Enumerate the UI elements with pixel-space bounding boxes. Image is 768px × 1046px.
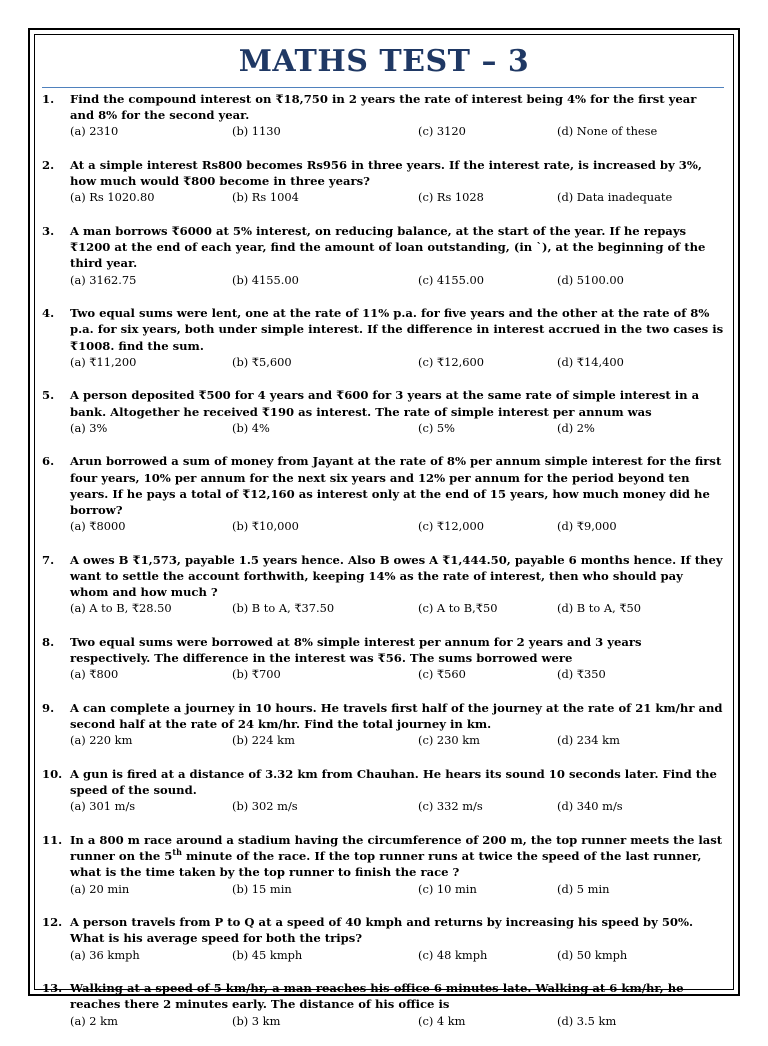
option-c: (c) 3120 [418,124,466,139]
question-1 [42,91,724,140]
option-d: (d) ₹9,000 [557,519,617,534]
option-d: (d) 234 km [557,733,620,748]
option-a: (a) ₹800 [70,667,119,682]
question-number: 7. [42,552,55,567]
option-d: (d) 5 min [557,881,610,896]
page-title: MATHS TEST – 3 [238,44,530,79]
option-c: (c) 48 kmph [418,947,488,962]
question-5 [42,387,724,436]
question-text: A man borrows ₹6000 at 5% interest, on reducing balance, at the start of the year. If he repays ₹1200 at the end of each year, find the amount of loan outstanding, (in `), at the beginning of the third year. [70,224,706,271]
question-13 [42,980,724,1029]
option-c: (c) 5% [418,420,455,435]
question-text: A can complete a journey in 10 hours. He travels first half of the journey at the rate of 21 km/hr and second half at the rate of 24 km/hr. Find the total journey in km. [70,701,723,732]
option-c: (c) 230 km [418,733,480,748]
option-a: (a) 20 min [70,881,130,896]
title-underline [42,87,724,88]
question-11 [42,832,724,897]
question-number: 9. [42,701,55,716]
question-text: A owes B ₹1,573, payable 1.5 years hence. Also B owes A ₹1,444.50, payable 6 months hence. If they want to settle the account forthwith, keeping 14% as the rate of interest, then who should pay whom and how much ? [70,552,723,600]
question-text: At a simple interest Rs800 becomes Rs956 in three years. If the interest rate, is increased by 3%, how much would ₹800 become in three years? [70,158,702,189]
question-text-part: In a 800 m race around a stadium having the circumference of 200 m, the top runner meets the last runner on the 5 [70,833,723,864]
option-a: (a) 3% [70,420,108,435]
question-number: 8. [42,635,55,650]
option-a: (a) 301 m/s [70,799,136,814]
option-a: (a) 3162.75 [70,272,137,287]
option-c: (c) 332 m/s [418,799,483,814]
option-c: (c) ₹12,000 [418,519,484,534]
question-number: 11. [42,833,63,848]
question-number: 12. [42,915,63,930]
option-a: (a) ₹8000 [70,519,126,534]
option-c: (c) ₹560 [418,667,466,682]
question-text [70,832,724,881]
option-c: (c) 10 min [418,881,477,896]
question-number: 3. [42,224,55,238]
option-c: (c) ₹12,600 [418,354,484,369]
option-b: (b) 4% [232,420,270,435]
question-number: 5. [42,388,55,403]
option-b: (b) 4155.00 [232,272,299,287]
option-d: (d) ₹350 [557,667,606,682]
option-b: (b) Rs 1004 [232,190,299,205]
option-b: (b) ₹10,000 [232,519,299,534]
question-6 [42,453,724,534]
question-10 [42,766,724,815]
option-b: (b) 15 min [232,881,292,896]
option-b: (b) ₹5,600 [232,354,292,369]
option-a: (a) A to B, ₹28.50 [70,601,172,616]
option-a: (a) ₹11,200 [70,354,137,369]
question-12 [42,914,724,963]
question-list [42,91,724,1046]
option-d: (d) Data inadequate [557,190,673,205]
option-c: (c) 4 km [418,1013,466,1028]
option-b: (b) B to A, ₹37.50 [232,601,335,616]
question-number: 13. [42,981,63,996]
option-a: (a) 2310 [70,124,119,139]
question-4 [42,305,724,370]
option-c: (c) 4155.00 [418,272,484,287]
option-d: (d) ₹14,400 [557,354,624,369]
option-a: (a) Rs 1020.80 [70,190,155,205]
option-b: (b) ₹700 [232,667,281,682]
option-d: (d) 50 kmph [557,947,628,962]
question-text-part: minute of the race. If the top runner runs at twice the speed of the last runner, what is the time taken by the top runner to finish the race ? [70,849,702,880]
question-text: Walking at a speed of 5 km/hr, a man reaches his office 6 minutes late. Walking at 6 km/hr, he reaches there 2 minutes early. The distance of his office is [70,981,684,1012]
option-a: (a) 2 km [70,1013,118,1028]
question-text: Two equal sums were borrowed at 8% simple interest per annum for 2 years and 3 years respectively. The difference in the interest was ₹56. The sums borrowed were [70,635,642,666]
question-text: A gun is fired at a distance of 3.32 km from Chauhan. He hears its sound 10 seconds later. Find the speed of the sound. [70,767,717,798]
question-3 [42,223,724,288]
option-b: (b) 3 km [232,1013,281,1028]
question-7 [42,552,724,617]
question-number: 4. [42,306,55,321]
question-number: 6. [42,454,55,469]
ordinal-suffix: th [172,847,182,858]
option-c: (c) Rs 1028 [418,190,484,205]
question-number: 1. [42,92,55,106]
question-text: A person deposited ₹500 for 4 years and ₹600 for 3 years at the same rate of simple interest in a bank. Altogether he received ₹190 as interest. The rate of simple interest per annum was [70,388,700,419]
option-d: (d) 3.5 km [557,1013,617,1028]
option-d: (d) None of these [557,124,658,139]
option-a: (a) 220 km [70,733,133,748]
question-text: Arun borrowed a sum of money from Jayant at the rate of 8% per annum simple interest for the first four years, 10% per annum for the next six years and 12% per annum for the period beyond ten years. If he pays a total of ₹12,160 as interest only at the end of 15 years, how much money did he borrow? [70,454,722,518]
option-c: (c) A to B,₹50 [418,601,498,616]
option-a: (a) 36 kmph [70,947,140,962]
question-9 [42,700,724,749]
option-b: (b) 224 km [232,733,295,748]
question-text: A person travels from P to Q at a speed of 40 kmph and returns by increasing his speed by 50%. What is his average speed for both the trips? [70,915,694,946]
question-2 [42,157,724,206]
question-text: Find the compound interest on ₹18,750 in 2 years the rate of interest being 4% for the first year and 8% for the second year. [70,92,697,123]
option-b: (b) 1130 [232,124,281,139]
option-d: (d) 340 m/s [557,799,623,814]
option-d: (d) 5100.00 [557,272,624,287]
option-d: (d) 2% [557,420,595,435]
question-number: 2. [42,158,55,172]
option-d: (d) B to A, ₹50 [557,601,642,616]
option-b: (b) 302 m/s [232,799,298,814]
question-text: Two equal sums were lent, one at the rate of 11% p.a. for five years and the other at the rate of 8% p.a. for six years, both under simple interest. If the difference in interest accrued in the two cases is ₹1008. find the sum. [70,306,724,353]
question-8 [42,634,724,683]
question-number: 10. [42,767,63,782]
option-b: (b) 45 kmph [232,947,303,962]
